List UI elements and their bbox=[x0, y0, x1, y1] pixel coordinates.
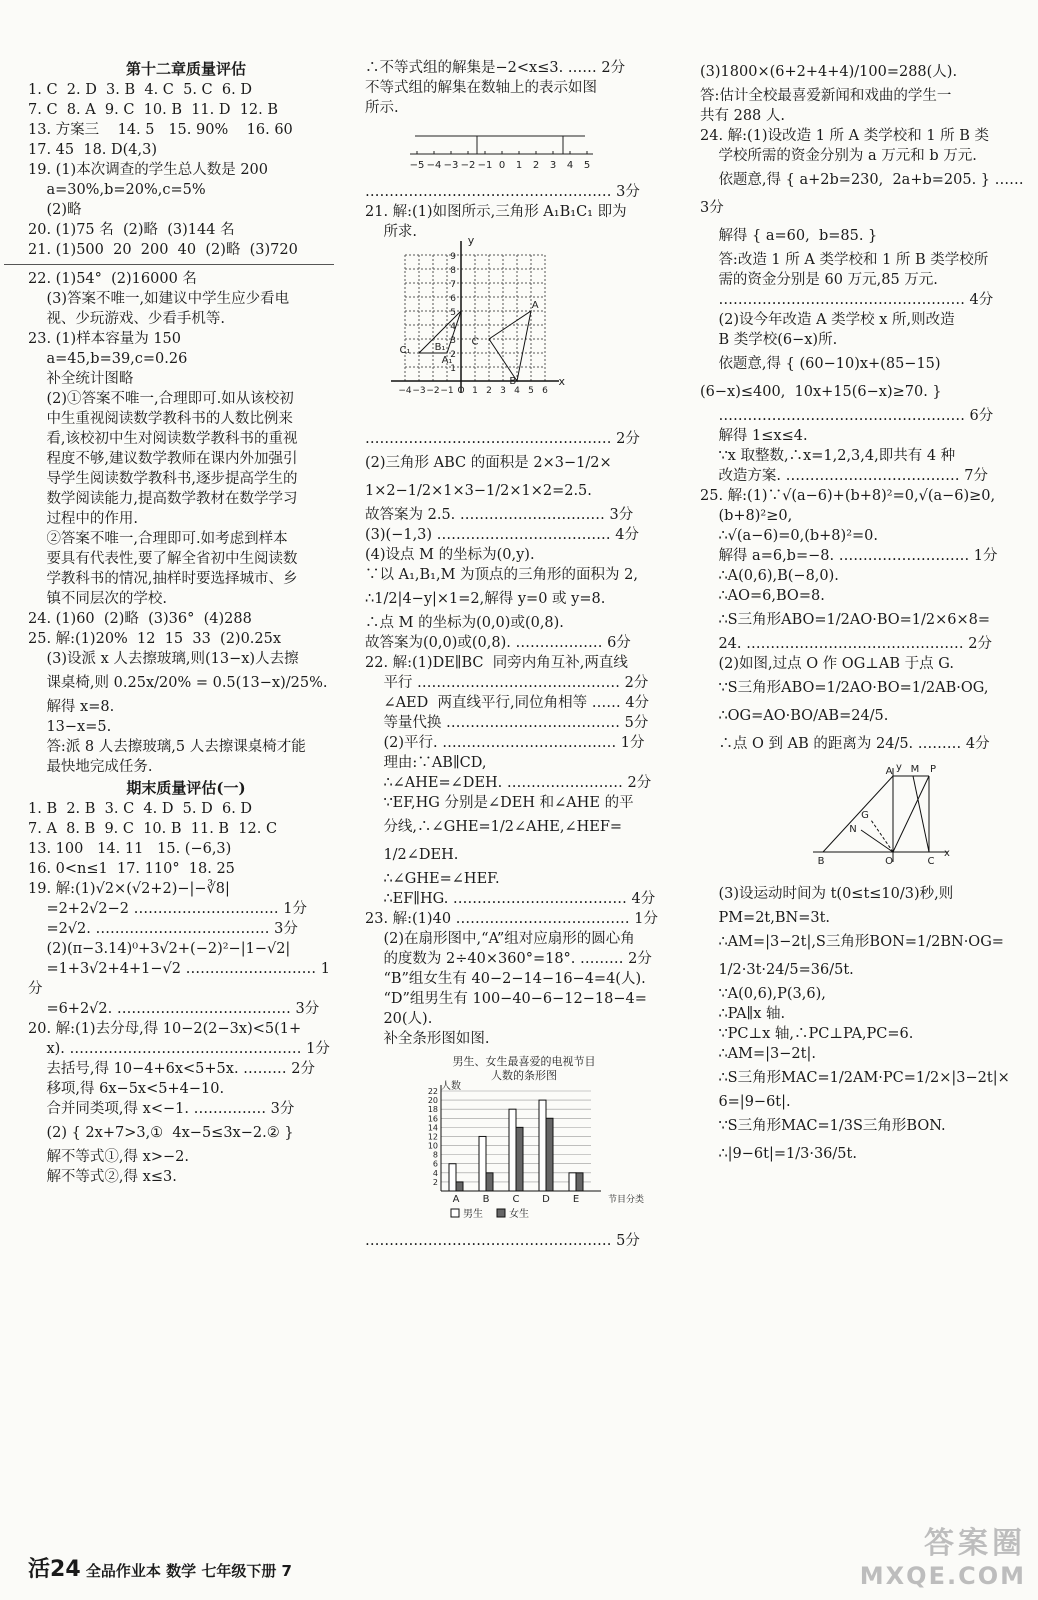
answer-line: =6+2√2. ……………………………… 3分 bbox=[28, 1001, 320, 1017]
tick-label: −2 bbox=[426, 386, 440, 396]
answer-line: …………………………………………… 2分 bbox=[365, 431, 640, 447]
bar-figure-box bbox=[365, 1053, 683, 1227]
answer-line: 1×2−1/2×1×3−1/2×1×2=2.5. bbox=[365, 483, 592, 499]
tick-label: 5 bbox=[528, 386, 534, 396]
answer-line: 1. B 2. B 3. C 4. D 5. D 6. D bbox=[28, 801, 253, 817]
point-label: A bbox=[531, 300, 539, 312]
watermark-line2: MXQE.COM bbox=[859, 1562, 1026, 1590]
answer-line: …………………………………………… 5分 bbox=[365, 1233, 640, 1249]
geo-label: M bbox=[910, 764, 919, 775]
answer-line: 1/2·3t·24/5=36/5t. bbox=[700, 962, 854, 978]
answer-line: ②答案不唯一,合理即可.如考虑到样本 bbox=[28, 531, 288, 547]
answer-line: a=30%,b=20%,c=5% bbox=[28, 182, 206, 198]
answer-line: 答:派 8 人去擦玻璃,5 人去擦课桌椅才能 bbox=[28, 739, 306, 755]
answer-line: (2)三角形 ABC 的面积是 2×3−1/2× bbox=[365, 455, 612, 471]
tick-label: 1 bbox=[450, 364, 456, 374]
answer-line: …………………………………………… 3分 bbox=[365, 184, 640, 200]
answer-line: ∵x 取整数,∴x=1,2,3,4,即共有 4 种 bbox=[700, 448, 956, 464]
answer-line: 23. 解:(1)40 ……………………………… 1分 bbox=[365, 911, 658, 927]
legend-boys-label: 男生 bbox=[463, 1209, 483, 1220]
bar-boys bbox=[569, 1173, 576, 1191]
answer-line: 补全条形图如图. bbox=[365, 1031, 490, 1047]
answer-line: 19. (1)本次调查的学生总人数是 200 bbox=[28, 162, 268, 178]
footer-page-number: 24 bbox=[50, 1557, 81, 1582]
answer-line: 分线,∴∠GHE=1/2∠AHE,∠HEF= bbox=[365, 819, 623, 835]
answer-line: 数学阅读能力,提高数学教材在数学学习 bbox=[28, 491, 298, 507]
answer-line: (3)1800×(6+2+4+4)/100=288(人). bbox=[700, 64, 958, 80]
answer-line: 16. 0<n≤1 17. 110° 18. 25 bbox=[28, 861, 235, 877]
answer-line: 学教科书的情况,抽样时要选择城市、乡 bbox=[28, 571, 298, 587]
answer-line: 依题意,得 { a+2b=230, 2a+b=205. } …… 3分 bbox=[700, 172, 1029, 216]
answer-line: 13. 100 14. 11 15. (−6,3) bbox=[28, 841, 232, 857]
answer-line: 平行 …………………………………… 2分 bbox=[365, 675, 649, 691]
answer-line: ∴AM=|3−2t|. bbox=[700, 1046, 816, 1062]
footer-prefix: 活 bbox=[28, 1557, 51, 1582]
geo-label: C bbox=[927, 856, 934, 867]
answer-line: (b+8)²≥0, bbox=[700, 508, 793, 524]
answer-line: ∵S三角形ABO=1/2AO·BO=1/2AB·OG, bbox=[700, 680, 989, 696]
watermark bbox=[860, 1518, 1026, 1590]
triangle-abc bbox=[489, 311, 531, 381]
bar-boys bbox=[539, 1100, 546, 1191]
chart-xlabel: 节目分类 bbox=[607, 1195, 645, 1205]
answer-line: 1/2∠DEH. bbox=[365, 847, 459, 863]
axis-label-y: y bbox=[467, 233, 475, 247]
answer-line: 镇不同层次的学校. bbox=[28, 591, 168, 607]
answer-line: 故答案为 2.5. ………………………… 3分 bbox=[365, 507, 634, 523]
answer-line: 依题意,得 { (60−10)x+(85−15)(6−x)≤400, 10x+15(6−x)≥70. } bbox=[700, 356, 942, 400]
answer-line: =2√2. ……………………………… 3分 bbox=[28, 921, 298, 937]
answer-line: 程度不够,建议数学教师在课内外加强引 bbox=[28, 451, 298, 467]
answer-line: 答:改造 1 所 A 类学校和 1 所 B 类学校所 bbox=[700, 252, 989, 268]
answer-line: ∴点 O 到 AB 的距离为 24/5. ……… 4分 bbox=[700, 736, 990, 752]
section-divider bbox=[4, 264, 334, 265]
point-label: C bbox=[471, 336, 479, 348]
bar-boys bbox=[449, 1164, 456, 1191]
tick-label: 3 bbox=[549, 160, 557, 171]
category-label: D bbox=[542, 1194, 550, 1205]
tick-label: 7 bbox=[450, 280, 456, 290]
answer-line: 解得 1≤x≤4. bbox=[700, 428, 808, 444]
category-label: C bbox=[512, 1194, 520, 1205]
answer-line: 解得 a=6,b=−8. ……………………… 1分 bbox=[700, 548, 998, 564]
legend-boys-swatch bbox=[451, 1209, 459, 1217]
answer-line: 补全统计图略 bbox=[28, 371, 134, 387]
answer-line: B 类学校(6−x)所. bbox=[700, 332, 838, 348]
answer-line: 所示. bbox=[365, 100, 399, 116]
tick-label: 4 bbox=[514, 386, 520, 396]
tick-label: 6 bbox=[542, 386, 548, 396]
answer-line: (3)设派 x 人去擦玻璃,则(13−x)人去擦 bbox=[28, 651, 299, 667]
answer-line: 合并同类项,得 x<−1. …………… 3分 bbox=[28, 1101, 295, 1117]
bar-chart-figure bbox=[399, 1053, 649, 1223]
tick-label: −5 bbox=[409, 160, 425, 171]
chart-y-tick: 10 bbox=[427, 1141, 438, 1151]
tick-label: 4 bbox=[450, 322, 456, 332]
answer-line: (3)(−1,3) ……………………………… 4分 bbox=[365, 527, 640, 543]
answer-line: ∴A(0,6),B(−8,0). bbox=[700, 568, 839, 584]
answer-line: 移项,得 6x−5x<5+4−10. bbox=[28, 1081, 225, 1097]
answer-line: (2)①答案不唯一,合理即可.如从该校初 bbox=[28, 391, 294, 407]
answer-line: 视、少玩游戏、少看手机等. bbox=[28, 311, 226, 327]
tick-label: −3 bbox=[412, 386, 426, 396]
answer-line: 故答案为(0,0)或(0,8). ……………… 6分 bbox=[365, 635, 631, 651]
tick-label: −3 bbox=[443, 160, 459, 171]
answer-line: (2)在扇形图中,“A”组对应扇形的圆心角 bbox=[365, 931, 635, 947]
axis-label-x: x bbox=[558, 375, 566, 388]
answer-line: (2)平行. ……………………………… 1分 bbox=[365, 735, 645, 751]
category-label: E bbox=[572, 1194, 580, 1205]
tick-label: 2 bbox=[486, 386, 492, 396]
number-line-figure bbox=[365, 122, 595, 174]
answer-line: ∴S三角形ABO=1/2AO·BO=1/2×6×8= bbox=[700, 612, 991, 628]
answer-line: ∴EF∥HG. ……………………………… 4分 bbox=[365, 891, 656, 907]
answer-line: (4)设点 M 的坐标为(0,y). bbox=[365, 547, 535, 563]
chart-title-line1: 男生、女生最喜爱的电视节目 bbox=[452, 1055, 596, 1068]
answer-line: 过程中的作用. bbox=[28, 511, 139, 527]
chart-y-tick: 2 bbox=[432, 1177, 438, 1187]
column-middle bbox=[365, 58, 683, 1251]
segment-og bbox=[871, 820, 893, 852]
numberline-figure-box bbox=[365, 122, 683, 178]
chart-y-tick: 22 bbox=[427, 1087, 438, 1096]
answer-line: =2+2√2−2 ………………………… 1分 bbox=[28, 901, 307, 917]
answer-line: 24. 解:(1)设改造 1 所 A 类学校和 1 所 B 类 bbox=[700, 128, 990, 144]
bar-boys bbox=[509, 1109, 516, 1191]
answer-line: 导学生阅读数学教科书,逐步提高学生的 bbox=[28, 471, 298, 487]
answer-line: (2)略 bbox=[28, 202, 82, 218]
tick-label: 2 bbox=[450, 350, 456, 360]
answer-line: 等量代换 ……………………………… 5分 bbox=[365, 715, 649, 731]
answer-line: …………………………………………… 4分 bbox=[700, 292, 994, 308]
answer-line: 23. (1)样本容量为 150 bbox=[28, 331, 181, 347]
chart-y-tick: 18 bbox=[427, 1105, 438, 1115]
answer-line: ∴PA∥x 轴. bbox=[700, 1006, 786, 1022]
answer-line: 答:估计全校最喜爱新闻和戏曲的学生一 bbox=[700, 88, 952, 104]
bar-girls bbox=[486, 1173, 493, 1191]
answer-line: “B”组女生有 40−2−14−16−4=4(人). bbox=[365, 971, 646, 987]
answer-line: (3)设运动时间为 t(0≤t≤10/3)秒,则 bbox=[700, 886, 954, 902]
bar-girls bbox=[456, 1182, 463, 1191]
answer-line: (2)设今年改造 A 类学校 x 所,则改造 bbox=[700, 312, 955, 328]
answer-line: 最快地完成任务. bbox=[28, 759, 153, 775]
grid-figure-box bbox=[365, 233, 683, 425]
chart-y-tick: 16 bbox=[427, 1114, 438, 1124]
tick-label: −4 bbox=[398, 386, 412, 396]
answer-line: x). ………………………………………… 1分 bbox=[28, 1041, 330, 1057]
tick-label: O bbox=[457, 386, 465, 396]
answer-line: 22. 解:(1)DE∥BC 同旁内角互补,两直线 bbox=[365, 655, 628, 671]
answer-line: (2)(π−3.14)⁰+3√2+(−2)²−|1−√2| bbox=[28, 941, 291, 957]
answer-line: 需的资金分别是 60 万元,85 万元. bbox=[700, 272, 938, 288]
bar-boys bbox=[479, 1136, 486, 1191]
answer-line: 21. (1)500 20 200 40 (2)略 (3)720 bbox=[28, 242, 298, 258]
geo-label: B bbox=[817, 856, 824, 867]
answer-line: (3)答案不唯一,如建议中学生应少看电 bbox=[28, 291, 290, 307]
answer-line: ∴∠GHE=∠HEF. bbox=[365, 871, 500, 887]
tick-label: −1 bbox=[440, 386, 454, 396]
answer-line: 20. 解:(1)去分母,得 10−2(2−3x)<5(1+ bbox=[28, 1021, 302, 1037]
bar-girls bbox=[576, 1173, 583, 1191]
segment-mc bbox=[913, 776, 929, 852]
answer-line: 课桌椅,则 0.25x/20% = 0.5(13−x)/25%. bbox=[28, 675, 328, 691]
geometry-figure bbox=[743, 762, 983, 872]
answer-line: ∴点 M 的坐标为(0,0)或(0,8). bbox=[365, 615, 564, 631]
answer-line: 所求. bbox=[365, 224, 418, 240]
chart-y-tick: 8 bbox=[432, 1150, 438, 1160]
coordinate-grid-figure bbox=[365, 233, 566, 421]
tick-label: 9 bbox=[450, 252, 456, 262]
answer-line: ∴OG=AO·BO/AB=24/5. bbox=[700, 708, 889, 724]
tick-label: −2 bbox=[460, 160, 476, 171]
answer-line: 去括号,得 10−4+6x<5+5x. ……… 2分 bbox=[28, 1061, 316, 1077]
tick-label: −4 bbox=[426, 160, 442, 171]
answer-line: ∵S三角形MAC=1/3S三角形BON. bbox=[700, 1118, 946, 1134]
answer-line: ∴AO=6,BO=8. bbox=[700, 588, 825, 604]
answer-line: 13−x=5. bbox=[28, 719, 112, 735]
point-label: B₁ bbox=[434, 342, 446, 354]
answer-line: 改造方案. ……………………………… 7分 bbox=[700, 468, 988, 484]
answer-line: 7. A 8. B 9. C 10. B 11. B 12. C bbox=[28, 821, 278, 837]
legend-girls-label: 女生 bbox=[509, 1209, 529, 1220]
answer-line: ∴S三角形MAC=1/2AM·PC=1/2×|3−2t|× bbox=[700, 1070, 1010, 1086]
column-right bbox=[700, 58, 1029, 1168]
point-label: C₁ bbox=[399, 345, 411, 356]
answer-line: 不等式组的解集在数轴上的表示如图 bbox=[365, 80, 597, 96]
answer-line: 20(人). bbox=[365, 1011, 433, 1027]
answer-line: ∴1/2|4−y|×1=2,解得 y=0 或 y=8. bbox=[365, 591, 606, 607]
answer-line: 解得 x=8. bbox=[28, 699, 115, 715]
column-left bbox=[28, 58, 344, 1187]
tick-label: 1 bbox=[515, 160, 523, 171]
answer-line: 1. C 2. D 3. B 4. C 5. C 6. D bbox=[28, 82, 252, 98]
segment-op bbox=[893, 776, 929, 852]
answer-line: =1+3√2+4+1−√2 ……………………… 1分 bbox=[28, 961, 330, 997]
chart-ylabel: 人数 bbox=[441, 1081, 461, 1092]
geo-label: G bbox=[860, 810, 869, 821]
geo-label: O bbox=[884, 856, 893, 867]
point-label: A₁ bbox=[441, 354, 453, 366]
category-label: B bbox=[482, 1194, 490, 1205]
answer-line: 13. 方案三 14. 5 15. 90% 16. 60 bbox=[28, 122, 293, 138]
answer-line: ∴∠AHE=∠DEH. …………………… 2分 bbox=[365, 775, 652, 791]
chart-y-tick: 4 bbox=[432, 1168, 438, 1178]
page-footer bbox=[28, 1552, 292, 1583]
answer-line: …………………………………………… 6分 bbox=[700, 408, 994, 424]
answer-line: 25. 解:(1)20% 12 15 33 (2)0.25x bbox=[28, 631, 282, 647]
tick-label: 6 bbox=[450, 294, 456, 304]
answer-line: 22. (1)54° (2)16000 名 bbox=[28, 271, 197, 287]
answer-line: 看,该校初中生对阅读数学教科书的重视 bbox=[28, 431, 298, 447]
answer-line: ∴√(a−6)=0,(b+8)²=0. bbox=[700, 528, 878, 544]
answer-line: 中生重视阅读数学教科书的人数比例来 bbox=[28, 411, 293, 427]
bar-girls bbox=[546, 1118, 553, 1191]
geo-label: N bbox=[848, 824, 857, 835]
tick-label: 2 bbox=[532, 160, 540, 171]
legend-girls-swatch bbox=[497, 1209, 505, 1217]
answer-line: (2) { 2x+7>3,① 4x−5≤3x−2.② } bbox=[28, 1125, 294, 1141]
answer-line: “D”组男生有 100−40−6−12−18−4= bbox=[365, 991, 647, 1007]
watermark-line1: 答案圈 bbox=[924, 1526, 1026, 1561]
answer-line: 20. (1)75 名 (2)略 (3)144 名 bbox=[28, 222, 235, 238]
tick-label: 4 bbox=[566, 160, 574, 171]
footer-book-title: 全品作业本 数学 七年级下册 7 bbox=[85, 1562, 292, 1580]
answer-line: ∴|9−6t|=1/3·36/5t. bbox=[700, 1146, 857, 1162]
tick-label: 1 bbox=[472, 386, 478, 396]
tick-label: 8 bbox=[450, 266, 456, 276]
answer-line: 解不等式②,得 x≤3. bbox=[28, 1169, 177, 1185]
answer-line: (2)如图,过点 O 作 OG⊥AB 于点 G. bbox=[700, 656, 954, 672]
answer-line: 25. 解:(1)∵√(a−6)+(b+8)²=0,√(a−6)≥0, bbox=[700, 488, 996, 504]
segment-ab bbox=[823, 776, 893, 852]
geo-figure-box bbox=[700, 762, 1025, 876]
chart-title-line2: 人数的条形图 bbox=[491, 1069, 557, 1082]
tick-label: 5 bbox=[583, 160, 591, 171]
tick-label: −1 bbox=[477, 160, 493, 171]
tick-label: 5 bbox=[450, 308, 456, 318]
answer-line: 共有 288 人. bbox=[700, 108, 786, 124]
segment-no bbox=[861, 830, 893, 852]
answer-line: ∵以 A₁,B₁,M 为顶点的三角形的面积为 2, bbox=[365, 567, 638, 583]
tick-label: 3 bbox=[450, 336, 456, 346]
section-title: 第十二章质量评估 bbox=[125, 60, 246, 78]
chart-y-tick: 12 bbox=[427, 1132, 438, 1142]
geo-label: x bbox=[943, 848, 950, 859]
answer-line: 24. (1)60 (2)略 (3)36° (4)288 bbox=[28, 611, 252, 627]
geo-label: y bbox=[895, 762, 902, 773]
bar-girls bbox=[516, 1127, 523, 1191]
answer-line: ∠AED 两直线平行,同位角相等 …… 4分 bbox=[365, 695, 650, 711]
tick-label: 0 bbox=[498, 160, 506, 171]
answer-line: ∵PC⊥x 轴,∴PC⊥PA,PC=6. bbox=[700, 1026, 914, 1042]
point-label: B bbox=[509, 375, 517, 387]
answer-line: 21. 解:(1)如图所示,三角形 A₁B₁C₁ 即为 bbox=[365, 204, 627, 220]
answer-line: 学校所需的资金分别为 a 万元和 b 万元. bbox=[700, 148, 977, 164]
chart-y-tick: 20 bbox=[427, 1096, 438, 1106]
chart-y-tick: 6 bbox=[432, 1159, 438, 1169]
answer-line: ∴AM=|3−2t|,S三角形BON=1/2BN·OG= bbox=[700, 934, 1004, 950]
answer-line: ∵EF,HG 分别是∠DEH 和∠AHE 的平 bbox=[365, 795, 634, 811]
geo-label: P bbox=[929, 764, 936, 775]
answer-line: PM=2t,BN=3t. bbox=[700, 910, 831, 926]
category-label: A bbox=[452, 1194, 460, 1205]
answer-line: 6=|9−6t|. bbox=[700, 1094, 791, 1110]
answer-line: ∵A(0,6),P(3,6), bbox=[700, 986, 826, 1002]
answer-line: 17. 45 18. D(4,3) bbox=[28, 142, 158, 158]
answer-line: ∴不等式组的解集是−2<x≤3. …… 2分 bbox=[365, 60, 626, 76]
chart-y-tick: 14 bbox=[427, 1123, 438, 1133]
answer-line: 19. 解:(1)√2×(√2+2)−|−∛8| bbox=[28, 881, 230, 897]
answer-line: a=45,b=39,c=0.26 bbox=[28, 351, 188, 367]
answer-line: 7. C 8. A 9. C 10. B 11. D 12. B bbox=[28, 102, 279, 118]
answer-line: 的度数为 2÷40×360°=18°. ……… 2分 bbox=[365, 951, 652, 967]
answer-line: 要具有代表性,要了解全省初中生阅读数 bbox=[28, 551, 298, 567]
tick-label: 3 bbox=[500, 386, 506, 396]
geo-label: A bbox=[885, 766, 892, 777]
answer-line: 解不等式①,得 x>−2. bbox=[28, 1149, 189, 1165]
section-title: 期末质量评估(一) bbox=[126, 779, 246, 797]
answer-line: 解得 { a=60, b=85. } bbox=[700, 228, 878, 244]
answer-line: 24. ……………………………………… 2分 bbox=[700, 636, 992, 652]
answer-line: 理由:∵AB∥CD, bbox=[365, 755, 487, 771]
